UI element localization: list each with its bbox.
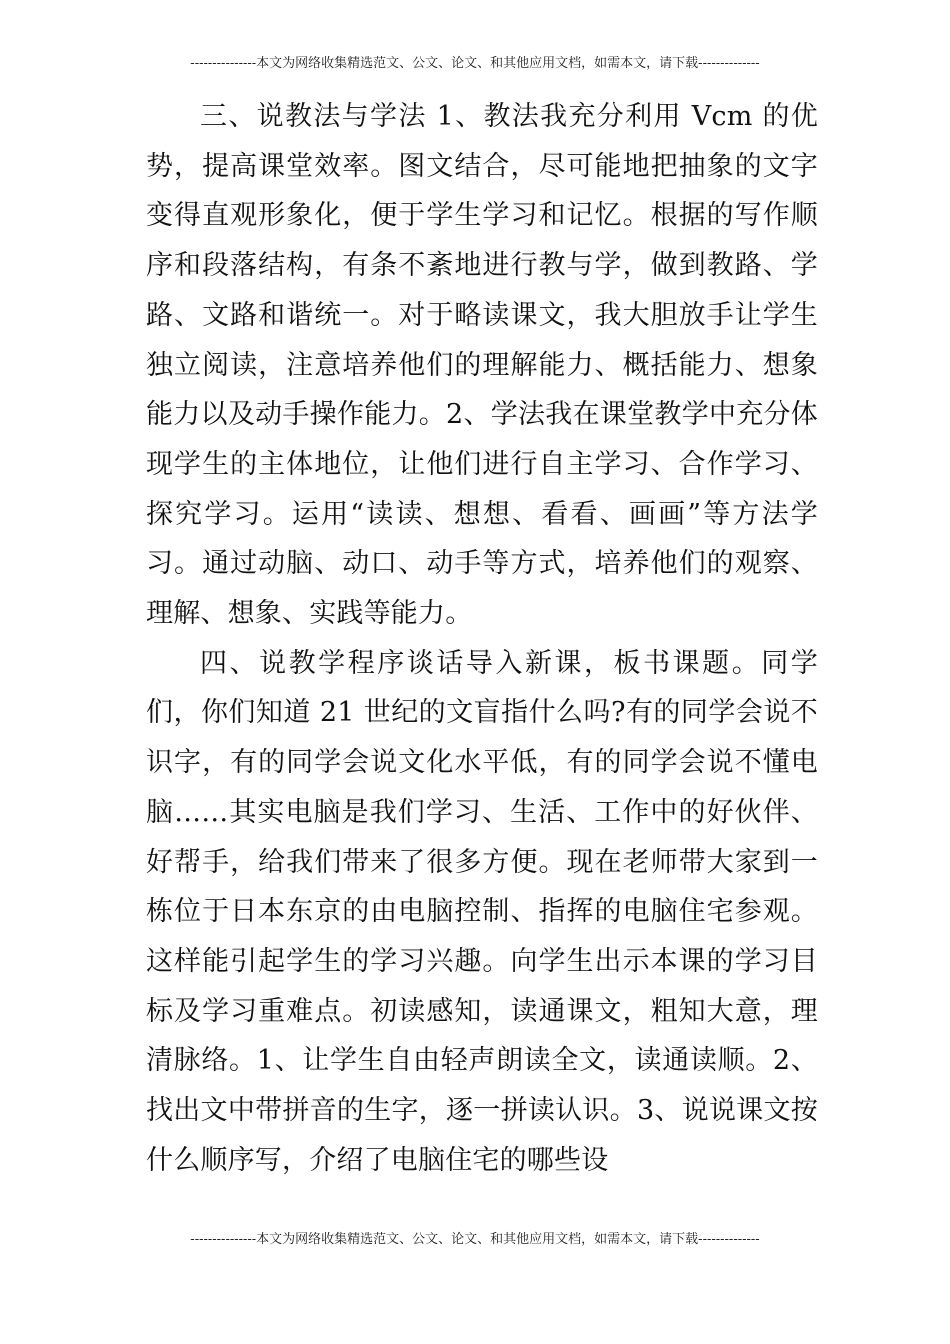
document-body bbox=[146, 92, 818, 1185]
page-header: ---------------本文为网络收集精选范文、公文、论文、和其他应用文档，如需本文，请下载-------------- bbox=[190, 56, 760, 71]
page-footer: ---------------本文为网络收集精选范文、公文、论文、和其他应用文档，如需本文，请下载-------------- bbox=[190, 1232, 760, 1247]
paragraph-teaching-procedure: 四、说教学程序谈话导入新课，板书课题。同学们，你们知道 21 世纪的文盲指什么吗?有的同学会说不识字，有的同学会说文化水平低，有的同学会说不懂电脑……其实电脑是我们学习、生活、工作中的好伙伴、好帮手，给我们带来了很多方便。现在老师带大家到一栋位于日本东京的由电脑控制、指挥的电脑住宅参观。这样能引起学生的学习兴趣。向学生出示本课的学习目标及学习重难点。初读感知，读通课文，粗知大意，理清脉络。1、让学生自由轻声朗读全文，读通读顺。2、找出文中带拼音的生字，逐一拼读认识。3、说说课文按什么顺序写，介绍了电脑住宅的哪些设 bbox=[146, 647, 818, 1176]
paragraph-teaching-methods: 三、说教法与学法 1、教法我充分利用 Vcm 的优势，提高课堂效率。图文结合，尽可能地把抽象的文字变得直观形象化，便于学生学习和记忆。根据的写作顺序和段落结构，有条不紊地进行教与学，做到教路、学路、文路和谐统一。对于略读课文，我大胆放手让学生独立阅读，注意培养他们的理解能力、概括能力、想象能力以及动手操作能力。2、学法我在课堂教学中充分体现学生的主体地位，让他们进行自主学习、合作学习、探究学习。运用“读读、想想、看看、画画”等方法学习。通过动脑、动口、动手等方式，培养他们的观察、理解、想象、实践等能力。 bbox=[146, 101, 818, 630]
